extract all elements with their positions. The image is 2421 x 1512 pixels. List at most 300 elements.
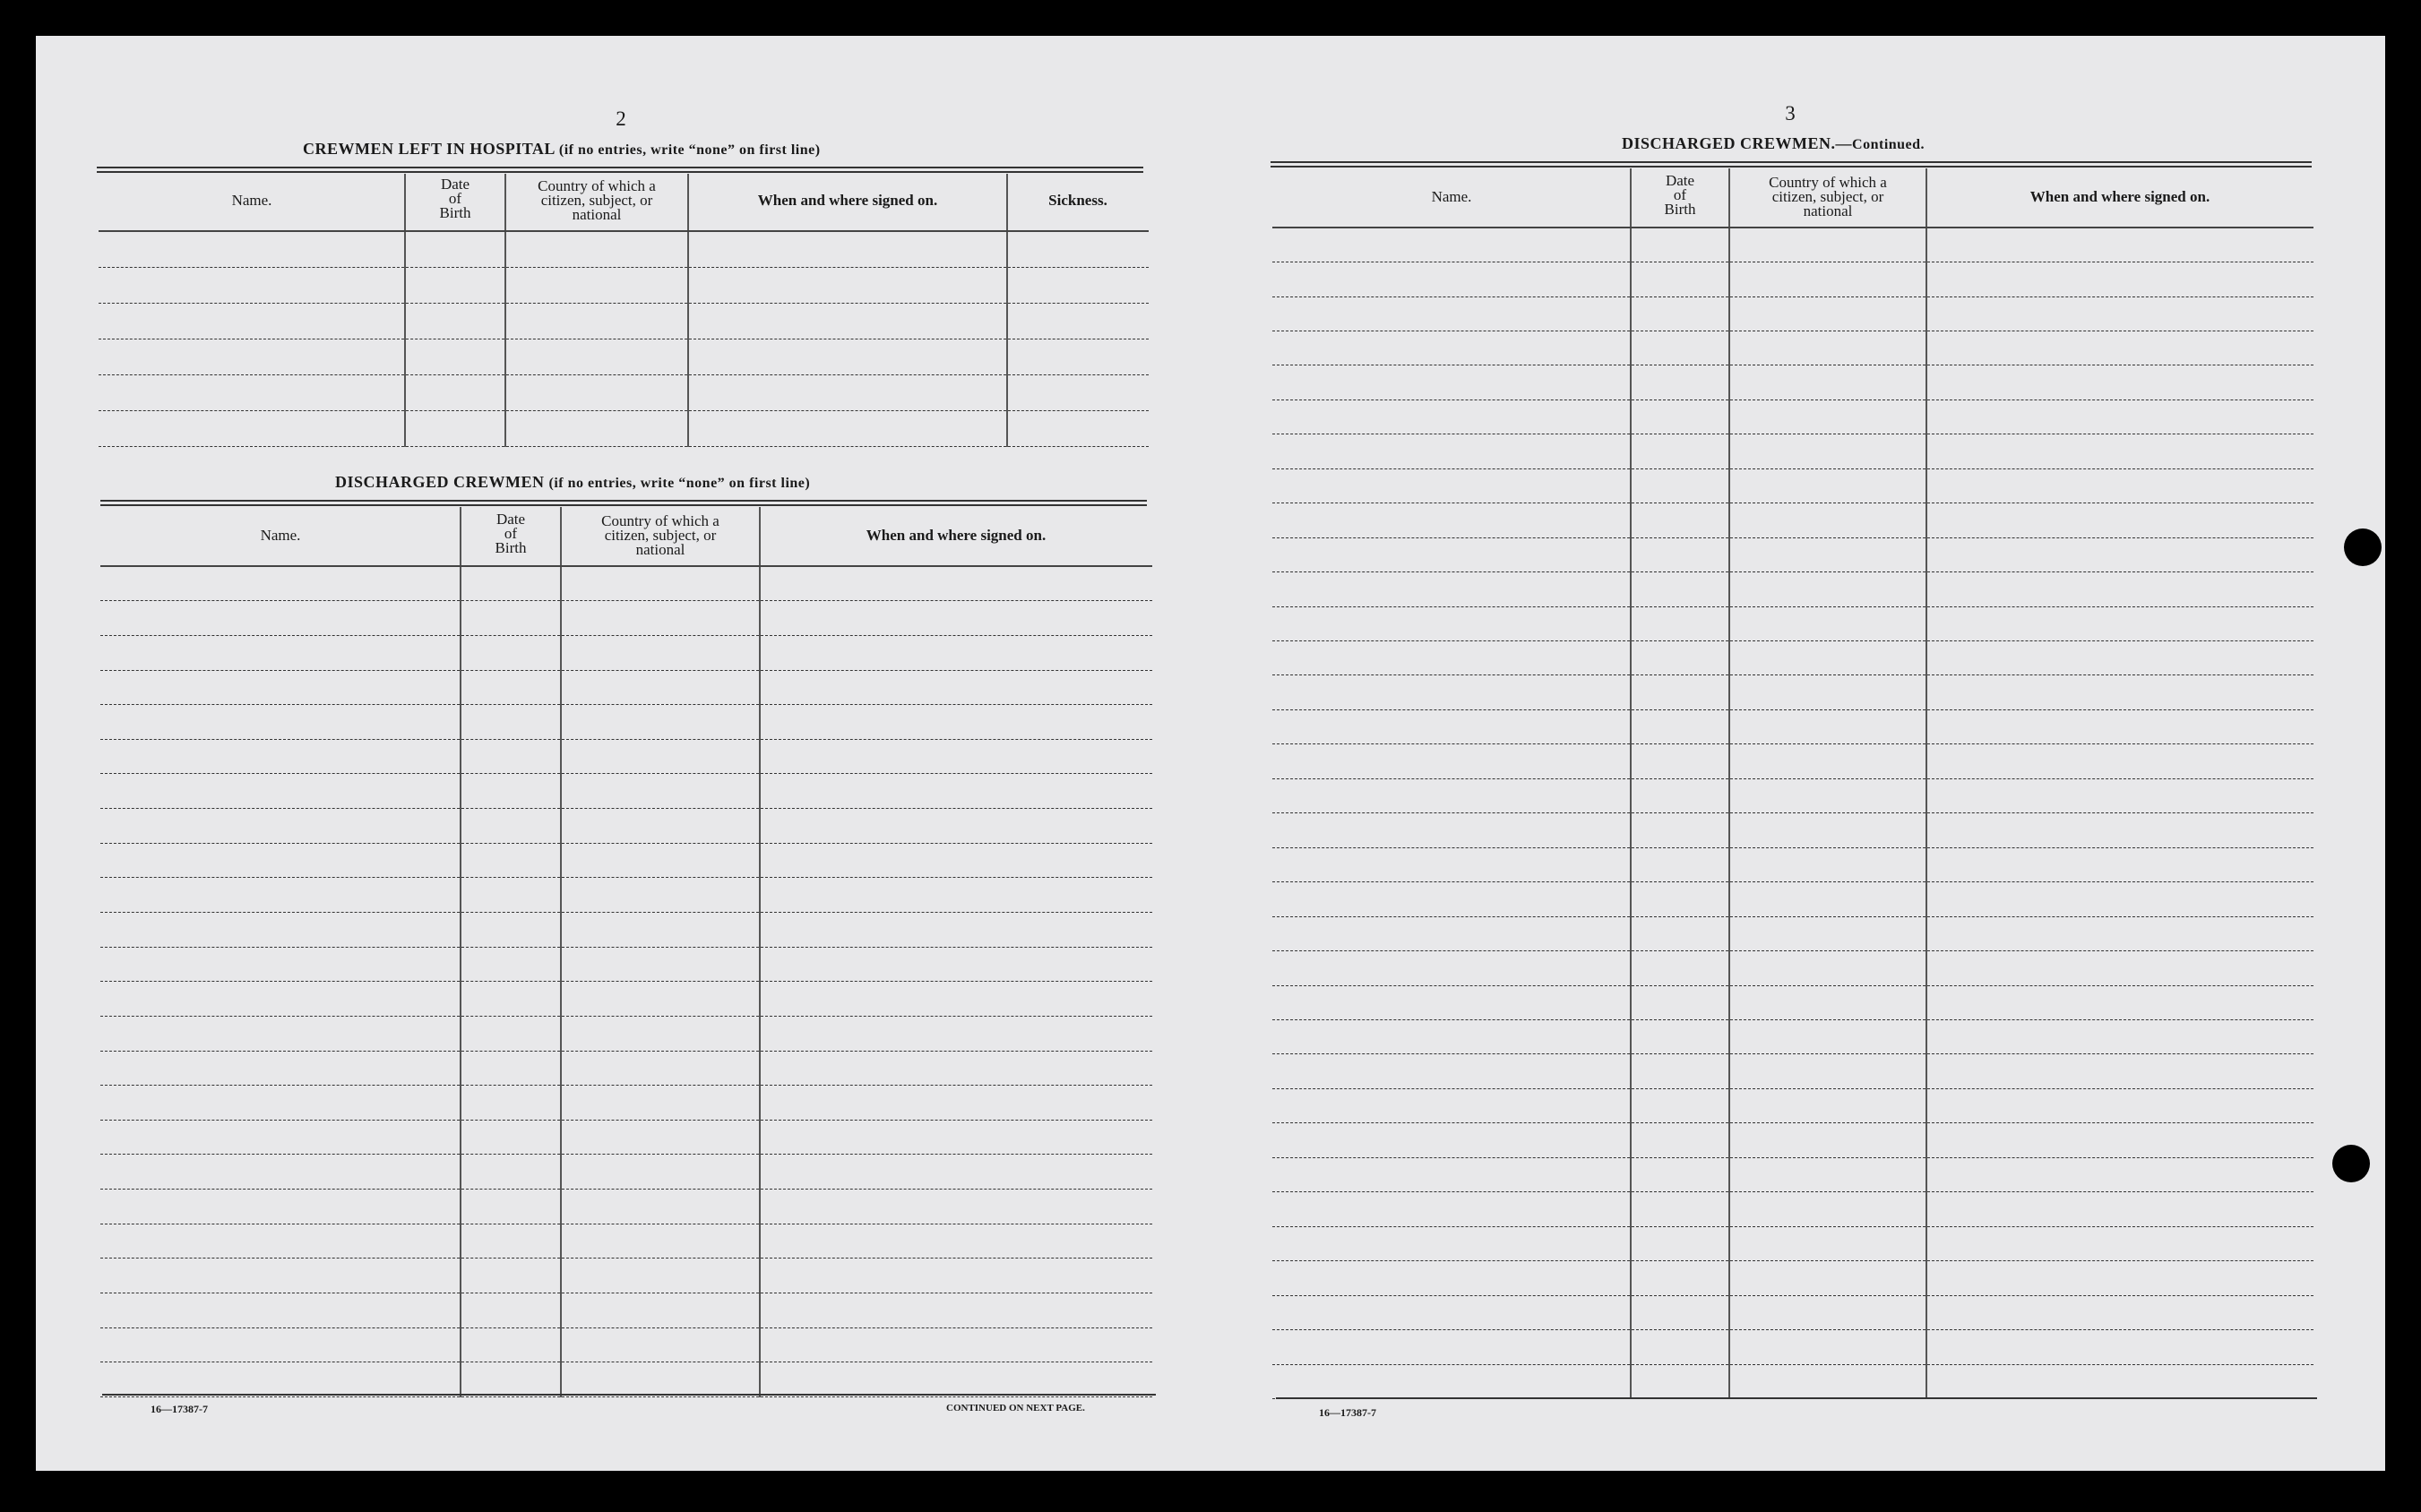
- table-cell[interactable]: [461, 947, 561, 982]
- table-cell[interactable]: [461, 809, 561, 844]
- table-cell[interactable]: [505, 267, 688, 303]
- table-cell[interactable]: [1272, 434, 1631, 468]
- table-cell[interactable]: [1631, 503, 1729, 537]
- table-cell[interactable]: [1007, 374, 1149, 410]
- table-cell[interactable]: [1926, 331, 2313, 365]
- table-cell[interactable]: [1631, 1261, 1729, 1295]
- table-cell[interactable]: [1631, 641, 1729, 675]
- table-cell[interactable]: [1926, 1192, 2313, 1226]
- table-cell[interactable]: [405, 267, 505, 303]
- table-cell[interactable]: [561, 1051, 760, 1086]
- table-cell[interactable]: [561, 635, 760, 670]
- table-cell[interactable]: [100, 739, 461, 774]
- table-cell[interactable]: [1926, 744, 2313, 778]
- table-cell[interactable]: [100, 1190, 461, 1224]
- table-cell[interactable]: [405, 231, 505, 267]
- table-cell[interactable]: [100, 809, 461, 844]
- table-cell[interactable]: [561, 601, 760, 636]
- table-cell[interactable]: [405, 303, 505, 339]
- table-cell[interactable]: [760, 1086, 1152, 1121]
- table-cell[interactable]: [1729, 228, 1926, 262]
- table-row: [100, 878, 1152, 913]
- table-cell[interactable]: [461, 601, 561, 636]
- table-cell[interactable]: [99, 231, 405, 267]
- table-cell[interactable]: [561, 670, 760, 705]
- table-cell[interactable]: [1272, 572, 1631, 606]
- table-cell[interactable]: [1272, 399, 1631, 434]
- table-row: [1272, 503, 2313, 537]
- table-row: [99, 410, 1149, 446]
- table-cell[interactable]: [760, 843, 1152, 878]
- discharged-right-header-dob: Date of Birth: [1664, 172, 1696, 218]
- table-cell[interactable]: [505, 231, 688, 267]
- table-cell[interactable]: [1272, 1192, 1631, 1226]
- table-cell[interactable]: [461, 566, 561, 601]
- table-cell[interactable]: [100, 1120, 461, 1155]
- table-cell[interactable]: [1729, 468, 1926, 503]
- table-cell[interactable]: [1926, 882, 2313, 916]
- table-cell[interactable]: [1631, 882, 1729, 916]
- table-cell[interactable]: [760, 1259, 1152, 1293]
- table-cell[interactable]: [561, 1086, 760, 1121]
- table-cell[interactable]: [1272, 1295, 1631, 1329]
- table-cell[interactable]: [1926, 399, 2313, 434]
- table-cell[interactable]: [461, 705, 561, 740]
- table-cell[interactable]: [1729, 709, 1926, 743]
- table-cell[interactable]: [100, 1259, 461, 1293]
- table-row: [1272, 951, 2313, 985]
- table-cell[interactable]: [1729, 262, 1926, 296]
- table-cell[interactable]: [1729, 503, 1926, 537]
- table-cell[interactable]: [1926, 778, 2313, 812]
- table-row: [1272, 1088, 2313, 1122]
- table-cell[interactable]: [760, 1051, 1152, 1086]
- table-cell[interactable]: [1272, 1364, 1631, 1398]
- table-cell[interactable]: [1926, 709, 2313, 743]
- table-cell[interactable]: [1272, 468, 1631, 503]
- table-row: [100, 1293, 1152, 1328]
- table-cell[interactable]: [1729, 331, 1926, 365]
- table-cell[interactable]: [561, 1327, 760, 1362]
- table-cell[interactable]: [1272, 228, 1631, 262]
- table-cell[interactable]: [561, 739, 760, 774]
- table-cell[interactable]: [1729, 916, 1926, 950]
- table-cell[interactable]: [1926, 1020, 2313, 1054]
- table-cell[interactable]: [1631, 399, 1729, 434]
- table-cell[interactable]: [1272, 537, 1631, 571]
- table-cell[interactable]: [1926, 1330, 2313, 1364]
- table-cell[interactable]: [1272, 1330, 1631, 1364]
- table-row: [1272, 296, 2313, 331]
- table-cell[interactable]: [1631, 434, 1729, 468]
- table-cell[interactable]: [461, 1362, 561, 1397]
- table-cell[interactable]: [1926, 365, 2313, 399]
- table-cell[interactable]: [1729, 296, 1926, 331]
- table-cell[interactable]: [1729, 882, 1926, 916]
- table-cell[interactable]: [100, 1224, 461, 1259]
- table-cell[interactable]: [1631, 1226, 1729, 1260]
- table-cell[interactable]: [1631, 709, 1729, 743]
- table-row: [1272, 606, 2313, 640]
- table-cell[interactable]: [1729, 1295, 1926, 1329]
- table-cell[interactable]: [1631, 1123, 1729, 1157]
- table-cell[interactable]: [1729, 606, 1926, 640]
- table-cell[interactable]: [100, 947, 461, 982]
- table-cell[interactable]: [100, 705, 461, 740]
- table-cell[interactable]: [1926, 1054, 2313, 1088]
- table-cell[interactable]: [1007, 303, 1149, 339]
- table-cell[interactable]: [461, 670, 561, 705]
- table-cell[interactable]: [461, 1120, 561, 1155]
- table-cell[interactable]: [561, 566, 760, 601]
- table-cell[interactable]: [1272, 709, 1631, 743]
- table-cell[interactable]: [760, 1016, 1152, 1051]
- table-cell[interactable]: [1926, 1261, 2313, 1295]
- table-cell[interactable]: [1729, 985, 1926, 1019]
- form-number-right: 16—17387-7: [1319, 1406, 1376, 1419]
- table-cell[interactable]: [1926, 228, 2313, 262]
- table-cell[interactable]: [1729, 434, 1926, 468]
- table-cell[interactable]: [1729, 399, 1926, 434]
- table-cell[interactable]: [1631, 1157, 1729, 1191]
- table-cell[interactable]: [760, 982, 1152, 1017]
- table-cell[interactable]: [1926, 606, 2313, 640]
- table-cell[interactable]: [688, 374, 1007, 410]
- table-cell[interactable]: [1631, 331, 1729, 365]
- table-cell[interactable]: [461, 1016, 561, 1051]
- table-cell[interactable]: [1631, 916, 1729, 950]
- hospital-heading-title: CREWMEN LEFT IN HOSPITAL: [303, 140, 555, 158]
- table-cell[interactable]: [1926, 1123, 2313, 1157]
- table-cell[interactable]: [461, 1293, 561, 1328]
- table-cell[interactable]: [1729, 641, 1926, 675]
- table-cell[interactable]: [1729, 1088, 1926, 1122]
- punch-hole-top: [2344, 528, 2382, 566]
- table-cell[interactable]: [688, 231, 1007, 267]
- table-row: [100, 1016, 1152, 1051]
- table-cell[interactable]: [1729, 572, 1926, 606]
- table-cell[interactable]: [100, 843, 461, 878]
- table-cell[interactable]: [561, 878, 760, 913]
- table-cell[interactable]: [405, 374, 505, 410]
- table-cell[interactable]: [1926, 262, 2313, 296]
- table-cell[interactable]: [100, 566, 461, 601]
- table-cell[interactable]: [1631, 537, 1729, 571]
- table-cell[interactable]: [100, 1051, 461, 1086]
- table-cell[interactable]: [1926, 1157, 2313, 1191]
- table-cell[interactable]: [1926, 1295, 2313, 1329]
- table-cell[interactable]: [561, 1190, 760, 1224]
- table-cell[interactable]: [1631, 675, 1729, 709]
- table-cell[interactable]: [1631, 1054, 1729, 1088]
- table-cell[interactable]: [1631, 1020, 1729, 1054]
- table-cell[interactable]: [561, 912, 760, 947]
- table-cell[interactable]: [1926, 985, 2313, 1019]
- table-cell[interactable]: [1272, 262, 1631, 296]
- table-cell[interactable]: [100, 1362, 461, 1397]
- table-cell[interactable]: [1007, 231, 1149, 267]
- table-row: [1272, 744, 2313, 778]
- table-cell[interactable]: [1272, 744, 1631, 778]
- table-cell[interactable]: [100, 912, 461, 947]
- table-cell[interactable]: [760, 1362, 1152, 1397]
- table-cell[interactable]: [1272, 1088, 1631, 1122]
- table-cell[interactable]: [1631, 1330, 1729, 1364]
- table-cell[interactable]: [461, 1086, 561, 1121]
- table-cell[interactable]: [100, 878, 461, 913]
- table-cell[interactable]: [461, 1259, 561, 1293]
- table-row: [100, 670, 1152, 705]
- table-cell[interactable]: [1926, 951, 2313, 985]
- table-cell[interactable]: [1926, 813, 2313, 847]
- table-cell[interactable]: [1729, 1054, 1926, 1088]
- table-row: [1272, 468, 2313, 503]
- table-cell[interactable]: [1729, 1157, 1926, 1191]
- table-cell[interactable]: [1631, 1364, 1729, 1398]
- table-cell[interactable]: [461, 878, 561, 913]
- table-cell[interactable]: [1926, 847, 2313, 881]
- table-cell[interactable]: [505, 339, 688, 374]
- discharged-left-header-country: Country of which a citizen, subject, or national: [601, 512, 719, 558]
- table-cell[interactable]: [1272, 1054, 1631, 1088]
- table-cell[interactable]: [99, 410, 405, 446]
- table-cell[interactable]: [461, 912, 561, 947]
- table-cell[interactable]: [688, 267, 1007, 303]
- discharged-table-left: [100, 507, 1152, 1397]
- table-cell[interactable]: [1272, 675, 1631, 709]
- table-cell[interactable]: [100, 1016, 461, 1051]
- table-cell[interactable]: [1926, 468, 2313, 503]
- discharged-bottom-rule-left: [102, 1394, 1156, 1396]
- table-cell[interactable]: [461, 1155, 561, 1190]
- table-cell[interactable]: [1729, 1226, 1926, 1260]
- table-cell[interactable]: [1729, 1020, 1926, 1054]
- table-cell[interactable]: [1272, 296, 1631, 331]
- table-cell[interactable]: [561, 1120, 760, 1155]
- table-cell[interactable]: [561, 1362, 760, 1397]
- table-cell[interactable]: [561, 774, 760, 809]
- table-cell[interactable]: [1729, 778, 1926, 812]
- table-cell[interactable]: [1631, 365, 1729, 399]
- table-cell[interactable]: [561, 809, 760, 844]
- table-cell[interactable]: [461, 739, 561, 774]
- table-cell[interactable]: [100, 1327, 461, 1362]
- table-row: [1272, 399, 2313, 434]
- table-cell[interactable]: [1007, 339, 1149, 374]
- table-cell[interactable]: [1272, 985, 1631, 1019]
- table-cell[interactable]: [1926, 572, 2313, 606]
- table-cell[interactable]: [100, 1293, 461, 1328]
- table-cell[interactable]: [760, 601, 1152, 636]
- table-cell[interactable]: [760, 1120, 1152, 1155]
- table-cell[interactable]: [405, 410, 505, 446]
- table-cell[interactable]: [1729, 365, 1926, 399]
- table-cell[interactable]: [760, 705, 1152, 740]
- table-cell[interactable]: [561, 1293, 760, 1328]
- table-cell[interactable]: [100, 982, 461, 1017]
- table-cell[interactable]: [1729, 1330, 1926, 1364]
- table-cell[interactable]: [1926, 434, 2313, 468]
- table-cell[interactable]: [1272, 1020, 1631, 1054]
- table-cell[interactable]: [688, 410, 1007, 446]
- continued-label: CONTINUED ON NEXT PAGE.: [946, 1403, 1085, 1413]
- table-cell[interactable]: [1729, 744, 1926, 778]
- table-cell[interactable]: [100, 1155, 461, 1190]
- table-cell[interactable]: [1729, 1261, 1926, 1295]
- table-row: [100, 843, 1152, 878]
- discharged-top-rule-left: [100, 500, 1147, 506]
- table-cell[interactable]: [1631, 262, 1729, 296]
- table-cell[interactable]: [561, 1224, 760, 1259]
- table-cell[interactable]: [1729, 951, 1926, 985]
- table-row: [99, 339, 1149, 374]
- table-cell[interactable]: [461, 774, 561, 809]
- table-cell[interactable]: [1272, 641, 1631, 675]
- table-cell[interactable]: [1926, 641, 2313, 675]
- table-cell[interactable]: [1272, 1226, 1631, 1260]
- table-cell[interactable]: [505, 410, 688, 446]
- table-cell[interactable]: [1631, 847, 1729, 881]
- table-cell[interactable]: [99, 303, 405, 339]
- table-cell[interactable]: [1272, 813, 1631, 847]
- table-cell[interactable]: [100, 774, 461, 809]
- table-cell[interactable]: [1729, 847, 1926, 881]
- table-cell[interactable]: [1272, 951, 1631, 985]
- table-cell[interactable]: [461, 1327, 561, 1362]
- table-cell[interactable]: [461, 1224, 561, 1259]
- table-cell[interactable]: [1926, 296, 2313, 331]
- table-cell[interactable]: [1631, 1295, 1729, 1329]
- table-cell[interactable]: [461, 635, 561, 670]
- table-cell[interactable]: [760, 670, 1152, 705]
- table-cell[interactable]: [561, 1259, 760, 1293]
- table-row: [99, 231, 1149, 267]
- table-cell[interactable]: [100, 670, 461, 705]
- table-cell[interactable]: [1631, 228, 1729, 262]
- table-cell[interactable]: [1272, 1261, 1631, 1295]
- table-cell[interactable]: [1631, 606, 1729, 640]
- table-cell[interactable]: [1272, 1157, 1631, 1191]
- table-cell[interactable]: [461, 1051, 561, 1086]
- table-cell[interactable]: [760, 809, 1152, 844]
- table-cell[interactable]: [561, 982, 760, 1017]
- table-cell[interactable]: [760, 1155, 1152, 1190]
- table-cell[interactable]: [561, 843, 760, 878]
- table-cell[interactable]: [461, 843, 561, 878]
- table-cell[interactable]: [1272, 882, 1631, 916]
- table-cell[interactable]: [99, 374, 405, 410]
- table-cell[interactable]: [1272, 916, 1631, 950]
- table-cell[interactable]: [760, 774, 1152, 809]
- table-cell[interactable]: [760, 912, 1152, 947]
- table-cell[interactable]: [1926, 503, 2313, 537]
- table-cell[interactable]: [1631, 985, 1729, 1019]
- table-cell[interactable]: [1631, 1088, 1729, 1122]
- table-row: [1272, 572, 2313, 606]
- table-cell[interactable]: [1729, 537, 1926, 571]
- table-cell[interactable]: [760, 566, 1152, 601]
- table-row: [100, 774, 1152, 809]
- table-cell[interactable]: [1631, 951, 1729, 985]
- table-cell[interactable]: [1631, 572, 1729, 606]
- page-number-left: 2: [616, 107, 626, 130]
- table-cell[interactable]: [1631, 468, 1729, 503]
- table-cell[interactable]: [688, 303, 1007, 339]
- form-number-left: 16—17387-7: [151, 1403, 208, 1415]
- table-cell[interactable]: [1729, 1364, 1926, 1398]
- table-cell[interactable]: [1729, 813, 1926, 847]
- table-cell[interactable]: [1926, 675, 2313, 709]
- table-cell[interactable]: [99, 267, 405, 303]
- table-cell[interactable]: [1272, 778, 1631, 812]
- table-cell[interactable]: [1926, 916, 2313, 950]
- table-cell[interactable]: [760, 947, 1152, 982]
- table-cell[interactable]: [1631, 813, 1729, 847]
- table-cell[interactable]: [1272, 503, 1631, 537]
- table-row: [1272, 1226, 2313, 1260]
- table-cell[interactable]: [760, 878, 1152, 913]
- table-cell[interactable]: [561, 1016, 760, 1051]
- discharged-continued-title: DISCHARGED CREWMEN.—: [1622, 134, 1853, 152]
- table-row: [1272, 434, 2313, 468]
- table-cell[interactable]: [1926, 1226, 2313, 1260]
- table-row: [1272, 709, 2313, 743]
- table-cell[interactable]: [1631, 296, 1729, 331]
- table-cell[interactable]: [561, 1155, 760, 1190]
- table-cell[interactable]: [760, 1327, 1152, 1362]
- table-cell[interactable]: [1272, 1123, 1631, 1157]
- table-cell[interactable]: [100, 1086, 461, 1121]
- table-cell[interactable]: [1926, 1088, 2313, 1122]
- table-cell[interactable]: [760, 635, 1152, 670]
- table-row: [100, 912, 1152, 947]
- table-cell[interactable]: [1729, 675, 1926, 709]
- table-cell[interactable]: [1272, 606, 1631, 640]
- table-cell[interactable]: [1272, 365, 1631, 399]
- table-cell[interactable]: [100, 601, 461, 636]
- table-cell[interactable]: [1926, 537, 2313, 571]
- table-cell[interactable]: [461, 1190, 561, 1224]
- hospital-header-sickness: Sickness.: [1048, 192, 1107, 209]
- table-cell[interactable]: [1007, 410, 1149, 446]
- table-row: [1272, 1295, 2313, 1329]
- table-cell[interactable]: [461, 982, 561, 1017]
- table-cell[interactable]: [405, 339, 505, 374]
- table-cell[interactable]: [1007, 267, 1149, 303]
- table-cell[interactable]: [760, 1293, 1152, 1328]
- table-cell[interactable]: [505, 374, 688, 410]
- table-cell[interactable]: [688, 339, 1007, 374]
- table-cell[interactable]: [561, 705, 760, 740]
- table-cell[interactable]: [760, 1190, 1152, 1224]
- table-cell[interactable]: [100, 635, 461, 670]
- table-cell[interactable]: [1631, 744, 1729, 778]
- table-cell[interactable]: [99, 339, 405, 374]
- table-cell[interactable]: [1631, 1192, 1729, 1226]
- table-cell[interactable]: [1729, 1123, 1926, 1157]
- table-cell[interactable]: [505, 303, 688, 339]
- table-row: [1272, 1192, 2313, 1226]
- table-cell[interactable]: [1631, 778, 1729, 812]
- table-cell[interactable]: [1926, 1364, 2313, 1398]
- table-cell[interactable]: [1729, 1192, 1926, 1226]
- table-cell[interactable]: [561, 947, 760, 982]
- discharged-right-header-country: Country of which a citizen, subject, or national: [1769, 174, 1887, 219]
- table-cell[interactable]: [1272, 847, 1631, 881]
- table-cell[interactable]: [760, 1224, 1152, 1259]
- table-cell[interactable]: [1272, 331, 1631, 365]
- table-cell[interactable]: [760, 739, 1152, 774]
